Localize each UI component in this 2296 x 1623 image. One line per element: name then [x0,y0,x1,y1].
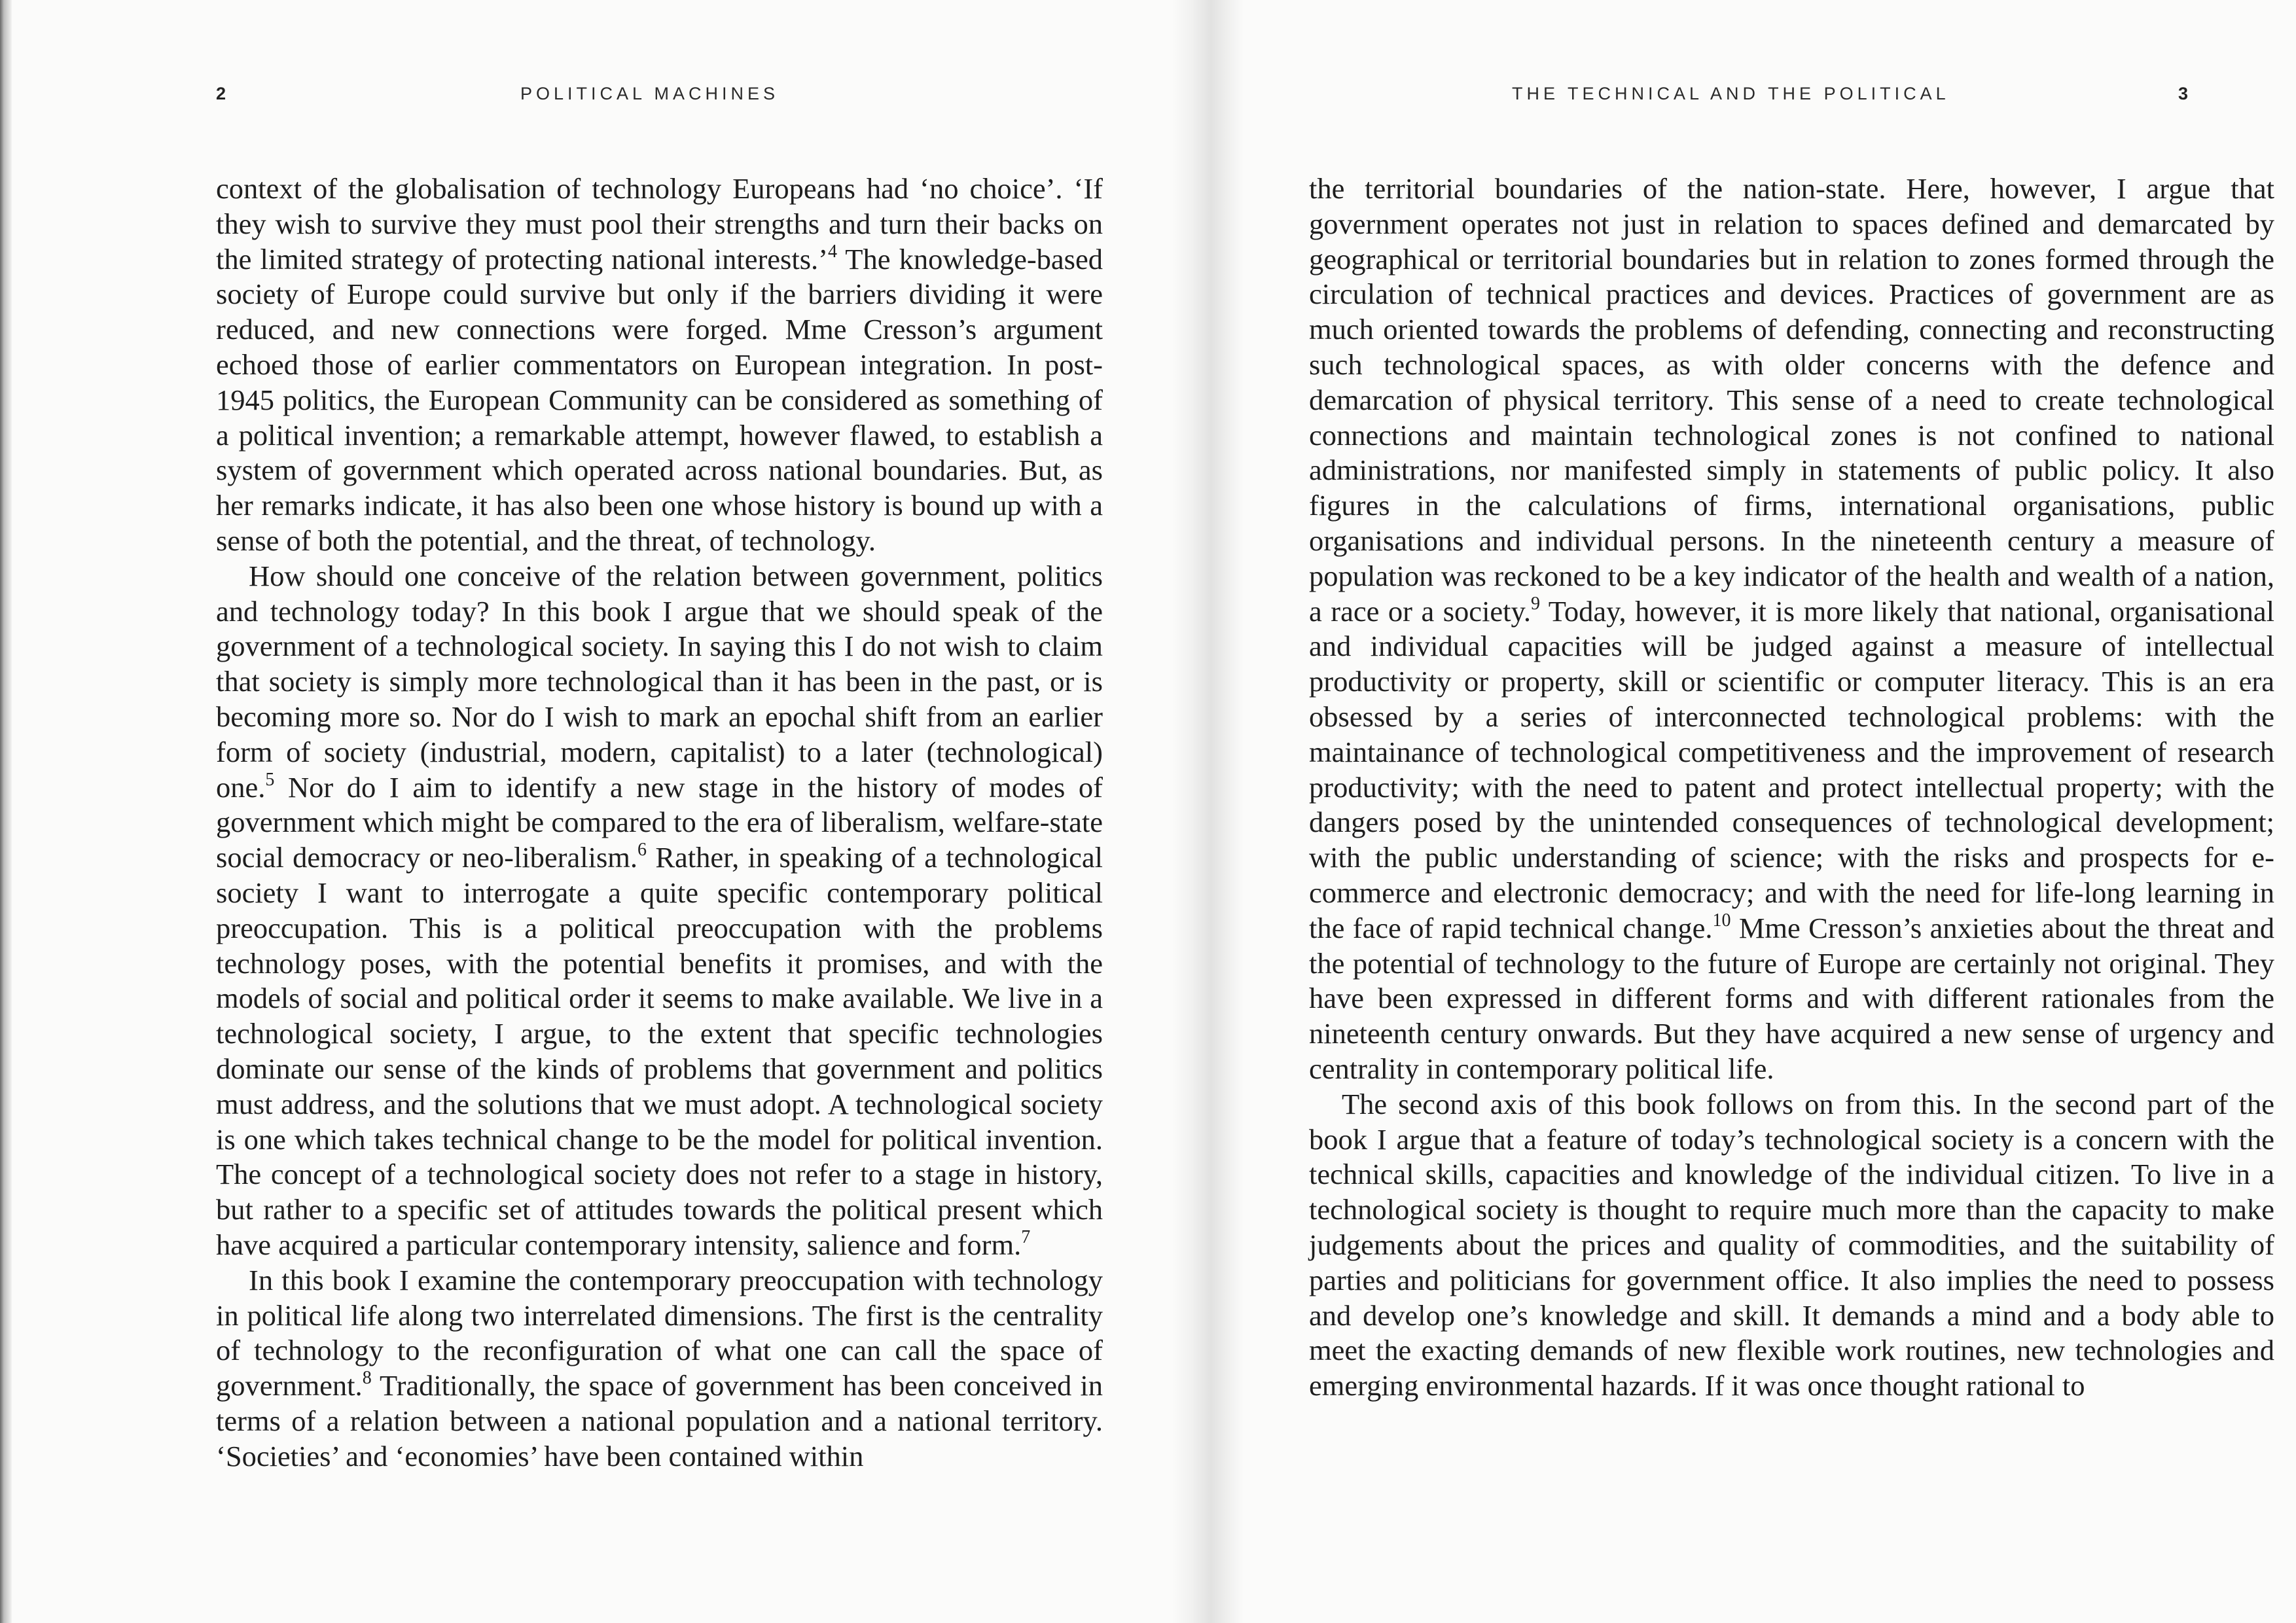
footnote-marker: 8 [362,1368,372,1389]
paragraph [216,1263,1103,1474]
text-run: context of the globalisation of technology Europeans had ‘no choice’. ‘If they wish to survive they must pool their strengths and turn their backs on the limited strategy of protecting national interests.’ [216,172,1103,276]
footnote-marker: 4 [828,241,837,262]
text-run: How should one conceive of the relation between government, politics and technology today? In this book I argue that we should speak of the government of a technological society. In saying this I do not wish to claim that society is simply more technological than it has been in the past, or is becoming more so. Nor do I wish to mark an epochal shift from an earlier form of society (industrial, modern, capitalist) to a later (technological) one. [216,559,1103,804]
footnote-marker: 9 [1531,593,1541,614]
left-page-body [216,171,1103,1474]
text-run: Today, however, it is more likely that national, organisational and individual capacities will be judged against a measure of intellectual productivity or property, skill or scientific or computer literacy. This is an era obsessed by a series of interconnected technological problems: with the maintainance of technological competitiveness and the improvement of research productivity; with the need to patent and protect intellectual property; with the dangers posed by the unintended consequences of technological development; with the public understanding of science; with the risks and prospects for e-commerce and electronic democracy; and with the need for life-long learning in the face of rapid technical change. [1309,594,2274,944]
paragraph [216,559,1103,1263]
text-run: Nor do I aim to identify a new stage in the history of modes of government which might be compared to the era of liberalism, welfare-state social democracy or neo-liberalism. [216,770,1103,874]
text-run: Traditionally, the space of government has been conceived in terms of a relation between a national population and a national territory. ‘Societies’ and ‘economies’ have been contained within [216,1369,1103,1472]
left-page-number: 2 [216,84,226,103]
paragraph [216,171,1103,559]
right-page-number: 3 [2178,84,2189,103]
footnote-marker: 5 [265,769,275,790]
text-run: the territorial boundaries of the nation-state. Here, however, I argue that government operates not just in relation to spaces defined and demarcated by geographical or territorial boundaries but in relation to zones formed through the circulation of technical practices and devices. Practices of government are as much oriented towards the problems of defending, connecting and reconstructing such technological spaces, as with older concerns with the defence and demarcation of physical territory. This sense of a need to create technological connections and maintain technological zones is not confined to national administrations, nor manifested simply in statements of public policy. It also figures in the calculations of firms, international organisations, public organisations and individual persons. In the nineteenth century a measure of population was reckoned to be a key indicator of the health and wealth of a nation, a race or a society. [1309,172,2274,628]
footnote-marker: 7 [1021,1227,1031,1248]
text-run: Mme Cresson’s anxieties about the threat and the potential of technology to the future of Europe are certainly not original. They have been expressed in different forms and with different rationales from the nineteenth century onwards. But they have acquired a new sense of urgency and centrality in contemporary political life. [1309,911,2274,1085]
book-gutter [1172,0,1244,1623]
right-running-head: THE TECHNICAL AND THE POLITICAL [1512,84,1950,103]
right-page [1244,0,2296,1623]
footnote-marker: 10 [1712,910,1731,931]
paragraph [1309,1087,2274,1404]
left-running-head: POLITICAL MACHINES [520,84,780,103]
text-run: The second axis of this book follows on from this. In the second part of the book I argue that a feature of today’s technological society is a concern with the technical skills, capacities and knowledge of the individual citizen. To live in a technological society is thought to require much more than the capacity to make judgements about the prices and quality of commodities, and the suitability of parties and politicians for government office. It also implies the need to possess and develop one’s knowledge and skill. It demands a mind and a body able to meet the exacting demands of new flexible work routines, new technologies and emerging environmental hazards. If it was once thought rational to [1309,1087,2274,1402]
text-run: In this book I examine the contemporary preoccupation with technology in political life along two interrelated dimensions. The first is the centrality of technology to the reconfiguration of what one can call the space of government. [216,1263,1103,1402]
paragraph [1309,171,2274,1087]
footnote-marker: 6 [637,840,647,861]
text-run: Rather, in speaking of a technological society I want to interrogate a quite specific contemporary political preoccupation. This is a political preoccupation with the problems technology poses, with the potential benefits it promises, and with the models of social and political order it seems to make available. We live in a technological society, I argue, to the extent that specific technologies dominate our sense of the kinds of problems that government and politics must address, and the solutions that we must adopt. A technological society is one which takes technical change to be the model for political invention. The concept of a technological society does not refer to a stage in history, but rather to a specific set of attitudes towards the political present which have acquired a particular contemporary intensity, salience and form. [216,841,1103,1261]
right-page-body [1309,171,2274,1404]
text-run: The knowledge-based society of Europe could survive but only if the barriers dividing it were reduced, and new connections were forged. Mme Cresson’s argument echoed those of earlier commentators on European integration. In post-1945 politics, the European Community can be considered as something of a political invention; a remarkable attempt, however flawed, to establish a system of government which operated across national boundaries. But, as her remarks indicate, it has also been one whose history is bound up with a sense of both the potential, and the threat, of technology. [216,242,1103,557]
